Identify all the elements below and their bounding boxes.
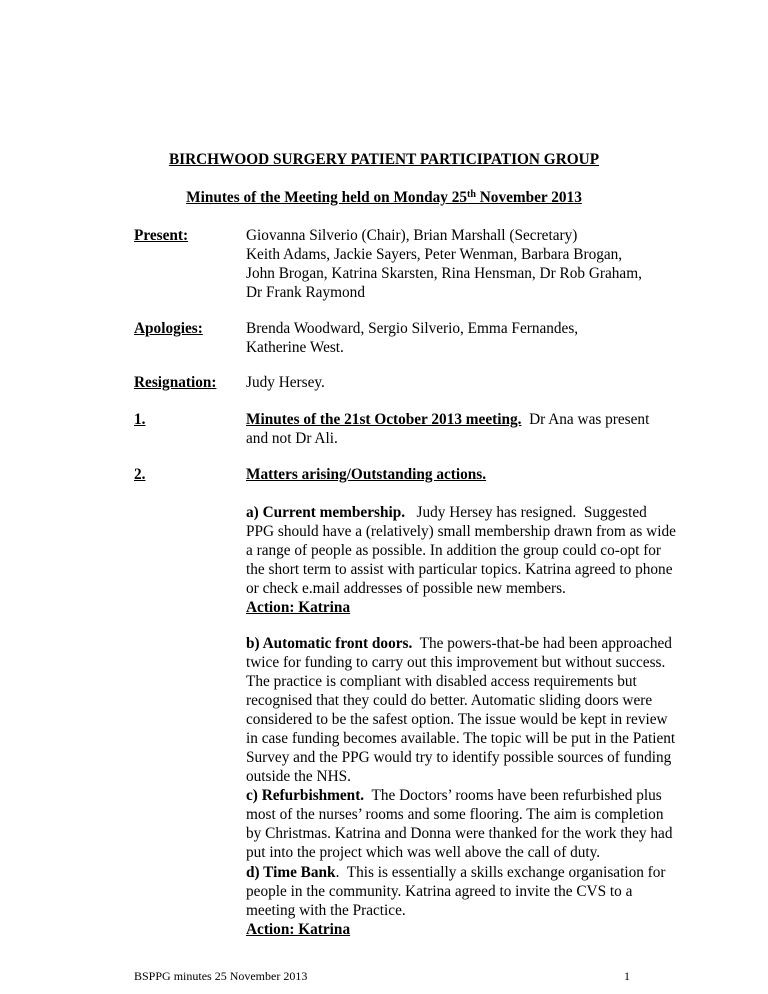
document-title: BIRCHWOOD SURGERY PATIENT PARTICIPATION GROUP — [168, 151, 600, 168]
item-2d-text: people in the community. Katrina agreed to invite the CVS to a — [246, 883, 633, 900]
item-1-body — [246, 410, 676, 448]
item-2d-heading: d) Time Bank — [246, 864, 336, 881]
apologies-label: Apologies: — [134, 320, 203, 337]
document-subtitle — [0, 188, 768, 207]
item-2c-heading: c) Refurbishment. — [246, 787, 365, 804]
item-2b-text: twice for funding to carry out this improvement but without success. — [246, 654, 666, 671]
item-1-text: Dr Ana was present — [521, 411, 650, 428]
present-line: Giovanna Silverio (Chair), Brian Marshall (Secretary) — [246, 227, 578, 244]
present-label: Present: — [134, 227, 189, 244]
item-1-number: 1. — [134, 411, 146, 428]
item-2b-text: considered to be the safest option. The issue would be kept in review — [246, 711, 668, 728]
item-2b-text: outside the NHS. — [246, 768, 351, 785]
item-2a-text: PPG should have a (relatively) small membership drawn from as wide — [246, 523, 676, 540]
subtitle-superscript: th — [467, 189, 476, 200]
item-2-heading-row — [246, 465, 676, 484]
item-2d-text: . This is essentially a skills exchange organisation for — [335, 864, 666, 881]
item-2a-text: Judy Hersey has resigned. Suggested — [405, 504, 647, 521]
present-line: Keith Adams, Jackie Sayers, Peter Wenman, Barbara Brogan, — [246, 246, 623, 263]
item-1-text: and not Dr Ali. — [246, 430, 338, 447]
present-list — [246, 226, 676, 302]
item-2a-heading: a) Current membership. — [246, 504, 406, 521]
item-2c-text: most of the nurses’ rooms and some flooring. The aim is completion — [246, 806, 664, 823]
subtitle-suffix: November 2013 — [475, 189, 582, 206]
item-2-number: 2. — [134, 466, 146, 483]
subtitle-prefix: Minutes of the Meeting held on Monday 25 — [186, 189, 468, 206]
item-2a-text: or check e.mail addresses of possible new members. — [246, 580, 566, 597]
resignation-text: Judy Hersey. — [246, 374, 325, 391]
item-2a-section — [246, 503, 676, 617]
item-2d-section — [246, 863, 676, 939]
page-number: 1 — [624, 969, 630, 983]
item-2c-text: The Doctors’ rooms have been refurbished plus — [364, 787, 662, 804]
item-2d-action: Action: Katrina — [246, 921, 351, 938]
item-2c-section — [246, 786, 676, 862]
present-line: Dr Frank Raymond — [246, 284, 365, 301]
item-2b-text: Survey and the PPG would try to identify possible sources of funding — [246, 749, 672, 766]
present-line: John Brogan, Katrina Skarsten, Rina Hensman, Dr Rob Graham, — [246, 265, 642, 282]
item-2b-text: The powers-that-be had been approached — [412, 635, 672, 652]
item-2a-text: a range of people as possible. In addition the group could co-opt for — [246, 542, 662, 559]
item-2b-section — [246, 634, 676, 786]
item-2a-action: Action: Katrina — [246, 599, 351, 616]
item-2a-text: the short term to assist with particular topics. Katrina agreed to phone — [246, 561, 673, 578]
footer-text: BSPPG minutes 25 November 2013 — [134, 969, 308, 983]
item-2b-text: The practice is compliant with disabled access requirements but — [246, 673, 637, 690]
item-2b-heading: b) Automatic front doors. — [246, 635, 413, 652]
apologies-list — [246, 319, 676, 357]
item-2b-text: in case funding becomes available. The topic will be put in the Patient — [246, 730, 676, 747]
item-2c-text: by Christmas. Katrina and Donna were thanked for the work they had — [246, 825, 673, 842]
resignation-label: Resignation: — [134, 374, 217, 391]
item-2d-text: meeting with the Practice. — [246, 902, 406, 919]
apologies-line: Katherine West. — [246, 339, 344, 356]
item-1-heading: Minutes of the 21st October 2013 meeting. — [246, 411, 522, 428]
item-2-heading: Matters arising/Outstanding actions. — [246, 466, 487, 483]
item-2b-text: recognised that they could do better. Automatic sliding doors were — [246, 692, 653, 709]
item-2c-text: put into the project which was well above the call of duty. — [246, 844, 601, 861]
apologies-line: Brenda Woodward, Sergio Silverio, Emma Fernandes, — [246, 320, 579, 337]
